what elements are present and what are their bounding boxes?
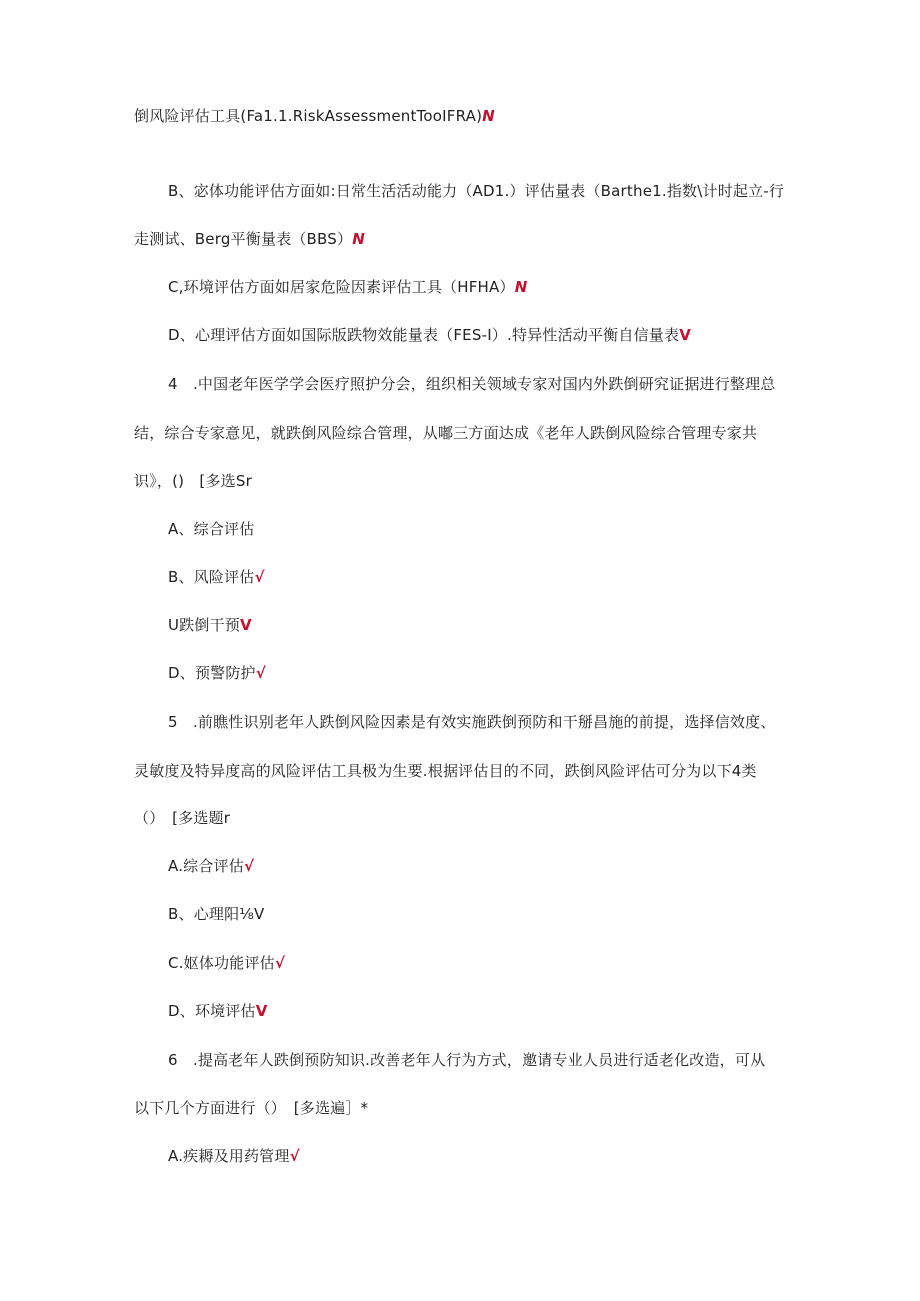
text-line: 倒风险评估工具(Fa1.1.RiskAssessmentTooIFRA)N	[134, 107, 495, 125]
text-line: B、宓体功能评估方面如:日常生活活动能力（AD1.）评估量表（Barthe1.指数\计时起立-行	[168, 182, 785, 200]
text-line: 6 .提高老年人跌倒预防知识.改善老年人行为方式，邀请专业人员进行适老化改造，可从	[168, 1051, 766, 1069]
text-line: 走测试、Berg平衡量表（BBS）N	[134, 230, 365, 248]
text-line: A.综合评估√	[168, 857, 255, 875]
checkmark: V	[255, 1002, 268, 1020]
text-line: 结，综合专家意见，就跌倒风险综合管理，从嘟三方面达成《老年人跌倒风险综合管理专家共	[134, 424, 758, 442]
text-line: D、心理评估方面如国际版跌物效能量表（FES-I）.特异性活动平衡自信量表V	[168, 326, 691, 344]
checkmark: N	[352, 230, 365, 248]
text-line: 以下几个方面进行（） [多选遍］*	[134, 1099, 369, 1117]
text-line: A.疾耨及用药管理√	[168, 1147, 300, 1165]
checkmark: V	[679, 326, 691, 344]
text-line: D、预警防护√	[168, 664, 266, 682]
checkmark: V	[239, 616, 252, 634]
text-line: 4 .中国老年医学学会医疗照护分会，组织相关领域专家对国内外跌倒研究证据进行整理总	[168, 375, 776, 393]
text-line: 识》，() [多选Sr	[134, 472, 252, 490]
checkmark: √	[289, 1147, 300, 1165]
text-line: U跌倒干预V	[168, 616, 252, 634]
checkmark: N	[514, 278, 528, 296]
checkmark: N	[482, 107, 495, 125]
text-line: 灵敏度及特异度高的风险评估工具极为生要.根据评估目的不同，跌倒风险评估可分为以下4类	[134, 762, 757, 780]
text-line: 5 .前瞧性识别老年人跌倒风险因素是有效实施跌倒预防和干掰昌施的前提，选择信效度、	[168, 713, 776, 731]
checkmark: √	[274, 954, 286, 972]
text-line: A、综合评估	[168, 520, 255, 538]
text-line: C.妪体功能评估√	[168, 954, 286, 972]
text-line: B、心理阳⅛V	[168, 905, 265, 923]
text-line: D、环境评估V	[168, 1002, 268, 1020]
checkmark: √	[254, 568, 265, 586]
checkmark: √	[255, 664, 266, 682]
text-line: B、风险评估√	[168, 568, 265, 586]
checkmark: √	[243, 857, 255, 875]
text-line: （） [多选题r	[134, 809, 231, 827]
text-line: C,环境评估方面如居家危险因素评估工具（HFHA）N	[168, 278, 528, 296]
